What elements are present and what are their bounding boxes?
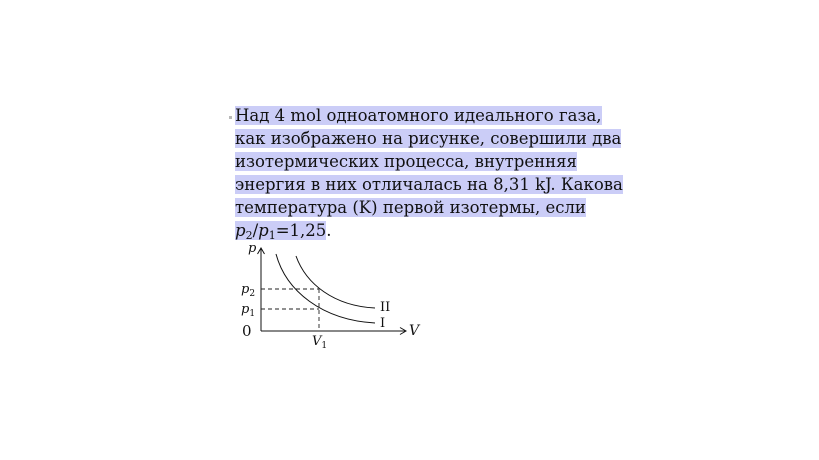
v1-label <box>312 334 327 351</box>
ratio-period: . <box>326 221 332 240</box>
p-axis-label: p <box>248 241 257 256</box>
v-axis-label: V <box>409 323 420 339</box>
ratio-p1-sub: 1 <box>268 229 276 242</box>
p1-label-var: p <box>241 302 250 317</box>
p2-label <box>241 282 255 299</box>
problem-line-2-text: как изображено на рисунке, совершили два <box>235 129 622 148</box>
ratio-eq-value: =1,25 <box>275 221 327 240</box>
selection-start-marker <box>229 116 232 119</box>
problem-line-3-text: изотермических процесса, внутренняя <box>235 152 577 171</box>
problem-line-1-text: Над 4 mol одноатомного идеального газа, <box>235 106 602 125</box>
problem-line-5-text: температура (K) первой изотермы, если <box>235 198 586 217</box>
origin-label: 0 <box>242 322 252 340</box>
ratio-p2-sub: 2 <box>245 229 253 242</box>
problem-line-4 <box>235 173 635 196</box>
pv-diagram <box>230 236 430 356</box>
curve-lower-label: I <box>380 316 386 331</box>
isotherm-lower <box>276 254 375 323</box>
v1-label-var: V <box>312 334 322 349</box>
problem-line-2 <box>235 127 635 150</box>
ratio-p2-var: p <box>235 221 246 240</box>
problem-text <box>235 104 635 242</box>
p2-label-sub: 2 <box>249 289 256 299</box>
v1-label-sub: 1 <box>321 341 328 351</box>
problem-line-1 <box>235 104 635 127</box>
problem-line-5 <box>235 196 635 219</box>
ratio-slash: / <box>252 221 259 240</box>
problem-line-4-text: энергия в них отличалась на 8,31 kJ. Какова <box>235 175 623 194</box>
ratio-p1-var: p <box>258 221 269 240</box>
p2-label-var: p <box>241 282 250 297</box>
p1-label <box>241 302 255 319</box>
curve-upper-label: II <box>380 300 391 315</box>
problem-line-3 <box>235 150 635 173</box>
p1-label-sub: 1 <box>249 309 256 319</box>
